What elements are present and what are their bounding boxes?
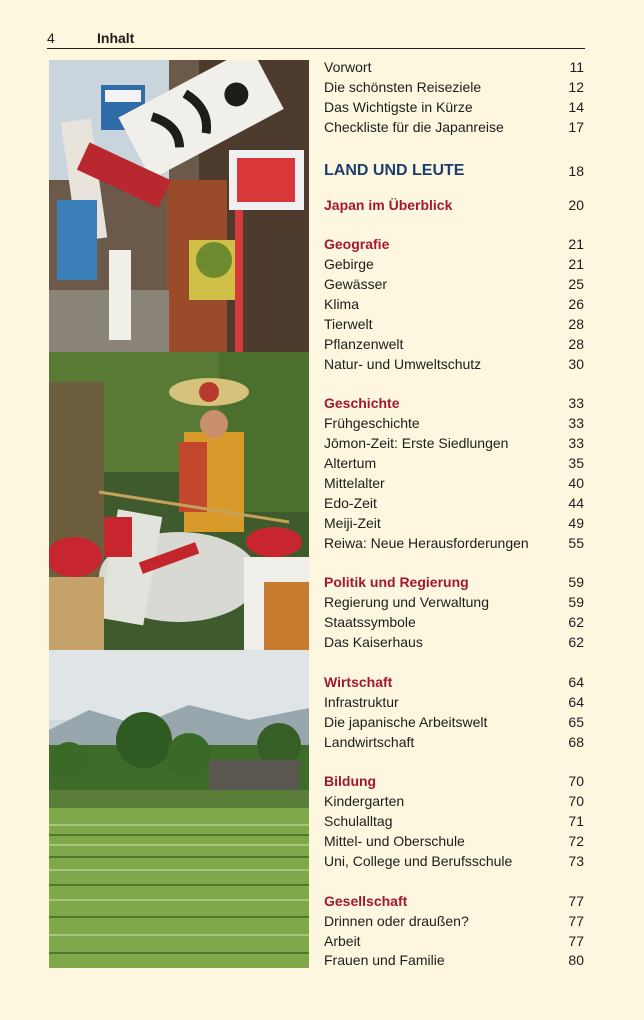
toc-entry[interactable]: Landwirtschaft 68	[324, 733, 584, 750]
toc-entry[interactable]: Frauen und Familie 80	[324, 952, 584, 969]
toc-entry[interactable]: Schulalltag 71	[324, 813, 584, 830]
page-number: 4	[47, 30, 55, 46]
toc-entry[interactable]: Gewässer 25	[324, 276, 584, 293]
toc-entry[interactable]: Das Wichtigste in Kürze 14	[324, 98, 584, 115]
rice-field-photo	[49, 650, 309, 968]
toc-entry[interactable]: Das Kaiserhaus 62	[324, 634, 584, 651]
toc-entry[interactable]: Infrastruktur 64	[324, 693, 584, 710]
toc-entry[interactable]: Frühgeschichte 33	[324, 415, 584, 432]
header-rule	[47, 48, 585, 49]
toc-entry[interactable]: Regierung und Verwaltung 59	[324, 594, 584, 611]
toc-entry[interactable]: Kindergarten 70	[324, 793, 584, 810]
toc-heading[interactable]: Bildung 70	[324, 773, 584, 790]
toc-entry[interactable]: Pflanzenwelt 28	[324, 335, 584, 352]
toc-heading[interactable]: Politik und Regierung 59	[324, 574, 584, 591]
toc-entry[interactable]: Gebirge 21	[324, 256, 584, 273]
toc-heading[interactable]: Geografie 21	[324, 236, 584, 253]
toc-entry[interactable]: Natur- und Umweltschutz 30	[324, 355, 584, 372]
toc-entry[interactable]: Arbeit 77	[324, 932, 584, 949]
section-label: Inhalt	[97, 30, 135, 46]
toc-entry[interactable]: Mittel- und Oberschule 72	[324, 833, 584, 850]
toc-heading[interactable]: Gesellschaft 77	[324, 892, 584, 909]
toc-entry[interactable]: Checkliste für die Japanreise 17	[324, 118, 584, 135]
toc-heading[interactable]: Geschichte 33	[324, 395, 584, 412]
street-with-banners-photo	[49, 60, 309, 352]
toc-entry[interactable]: Die schönsten Reiseziele 12	[324, 78, 584, 95]
chapter-title[interactable]: LAND UND LEUTE 18	[324, 161, 584, 179]
toc-entry[interactable]: Staatssymbole 62	[324, 614, 584, 631]
toc-entry[interactable]: Meiji-Zeit 49	[324, 514, 584, 531]
toc-entry[interactable]: Reiwa: Neue Herausforderungen 55	[324, 534, 584, 551]
toc-entry[interactable]: Tierwelt 28	[324, 315, 584, 332]
toc-heading[interactable]: Wirtschaft 64	[324, 673, 584, 690]
page-header	[47, 30, 585, 48]
photo-column	[49, 60, 309, 968]
toc-entry[interactable]: Mittelalter 40	[324, 475, 584, 492]
table-of-contents	[324, 58, 584, 971]
toc-entry[interactable]: Jōmon-Zeit: Erste Siedlungen 33	[324, 435, 584, 452]
toc-entry[interactable]: Vorwort 11	[324, 59, 584, 75]
toc-entry[interactable]: Die japanische Arbeitswelt 65	[324, 713, 584, 730]
toc-entry[interactable]: Altertum 35	[324, 455, 584, 472]
horseback-archer-photo	[49, 352, 309, 650]
toc-entry[interactable]: Drinnen oder draußen? 77	[324, 912, 584, 929]
toc-heading[interactable]: Japan im Überblick 20	[324, 196, 584, 213]
toc-entry[interactable]: Uni, College und Berufsschule 73	[324, 852, 584, 869]
toc-entry[interactable]: Edo-Zeit 44	[324, 494, 584, 511]
toc-entry[interactable]: Klima 26	[324, 296, 584, 313]
